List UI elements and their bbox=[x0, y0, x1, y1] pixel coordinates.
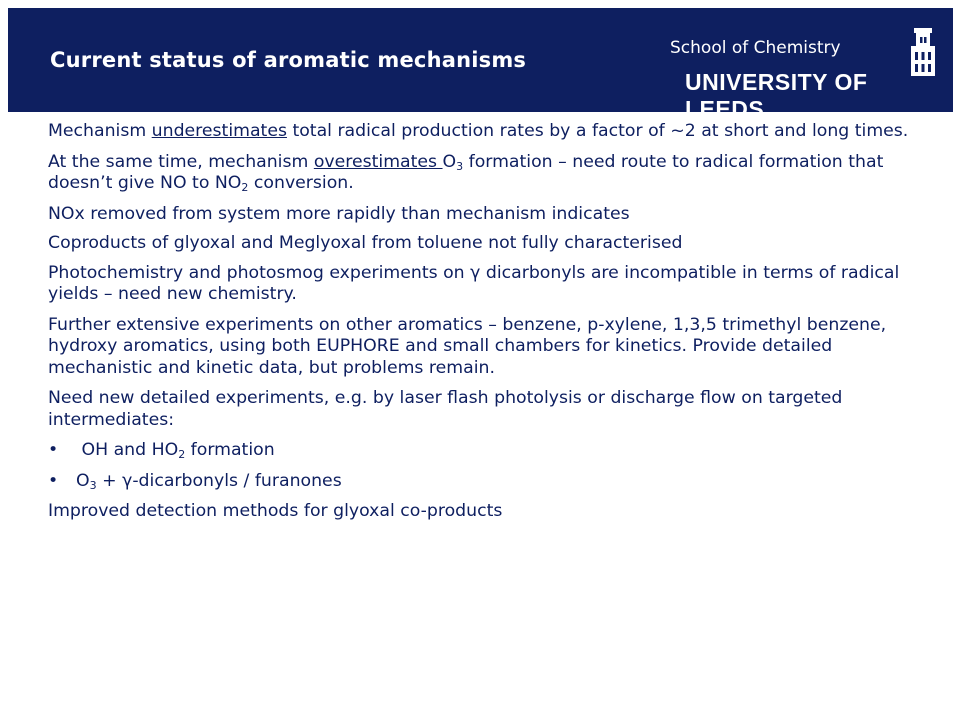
slide-body bbox=[48, 121, 918, 532]
header-banner bbox=[8, 8, 953, 122]
paragraph-underestimates: Mechanism underestimates total radical production rates by a factor of ~2 at short and long times. bbox=[48, 121, 909, 141]
university-name: UNIVERSITY OF LEEDS bbox=[685, 69, 868, 122]
paragraph-overestimates: At the same time, mechanism overestimates $O_3$ formation – need route to radical formation that doesn’t give NO to $NO_2$ conversion. bbox=[48, 151, 884, 194]
school-name: School of Chemistry bbox=[670, 38, 841, 58]
paragraph-further-experiments: Further extensive experiments on other aromatics – benzene, p-xylene, 1,3,5 trimethyl benzene, hydroxy aromatics, using both EUPHORE and small chambers for kinetics. Provide detailed mechanistic and kinetic data, but problems remain. bbox=[48, 314, 887, 378]
paragraph-photochemistry: Photochemistry and photosmog experiments on γ dicarbonyls are incompatible in terms of radical yields – need new chemistry. bbox=[48, 262, 900, 304]
paragraph-detection-methods: Improved detection methods for glyoxal co-products bbox=[48, 501, 503, 521]
university-tower-icon bbox=[905, 26, 941, 76]
paragraph-coproducts: Coproducts of glyoxal and Meglyoxal from toluene not fully characterised bbox=[48, 233, 683, 253]
paragraph-need-experiments: Need new detailed experiments, e.g. by laser flash photolysis or discharge flow on targeted intermediates: bbox=[48, 388, 843, 430]
paragraph-nox: NOx removed from system more rapidly than mechanism indicates bbox=[48, 203, 630, 224]
bullet-o3-dicarbonyls: • $O_3$ + γ-dicarbonyls / furanones bbox=[48, 470, 342, 492]
slide-title: Current status of aromatic mechanisms bbox=[50, 48, 527, 72]
bullet-oh-ho2: • OH and $HO_2$ formation bbox=[48, 440, 275, 461]
